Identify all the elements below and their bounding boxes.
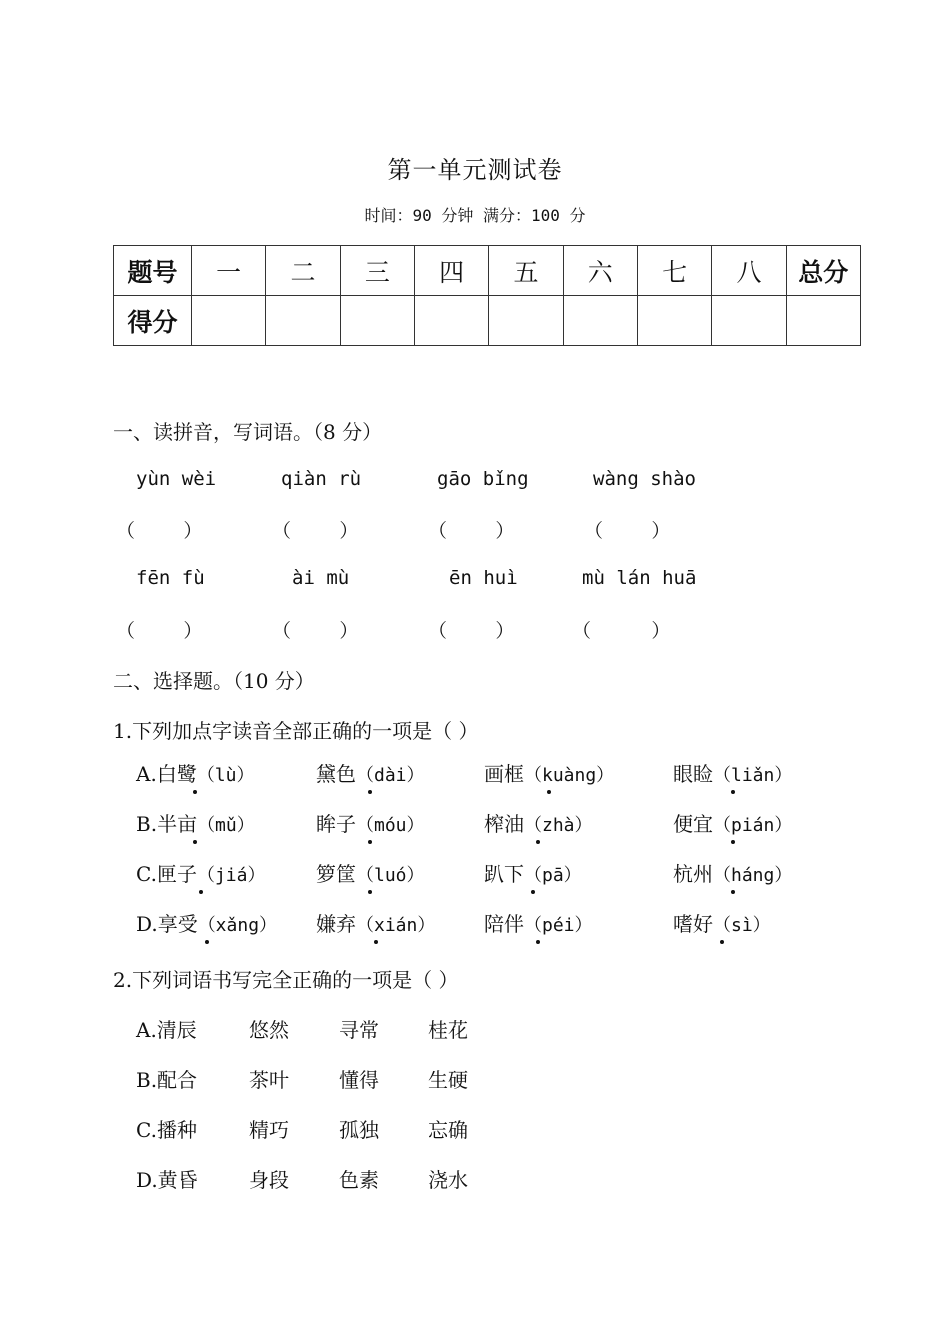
score-cell[interactable] <box>712 296 786 346</box>
option-text: 睑 <box>693 762 713 786</box>
exam-time-score: 时间：90 分钟 满分：100 分 <box>364 206 586 225</box>
option-word: 精巧 <box>249 1118 289 1142</box>
dotted-character: 亩 <box>177 812 198 836</box>
table-cell: 六 <box>563 246 637 296</box>
option-item <box>673 908 771 937</box>
dotted-character: 便 <box>673 812 693 836</box>
pinyin-item: fēn fù <box>136 567 205 589</box>
option-item <box>484 858 582 887</box>
pinyin-annotation: （zhà） <box>524 815 593 836</box>
table-cell: 七 <box>637 246 711 296</box>
answer-blank[interactable]: （ ） <box>272 620 359 642</box>
score-cell[interactable] <box>266 296 340 346</box>
dotted-character: 陪 <box>484 912 504 936</box>
option-text: 子 <box>336 812 356 836</box>
score-table-score-row <box>114 296 861 346</box>
pinyin-row-2 <box>0 567 950 597</box>
option-word: 懂得 <box>339 1068 379 1092</box>
answer-blanks-row-2 <box>0 616 950 646</box>
pinyin-annotation: （kuàng） <box>524 765 615 786</box>
table-cell: 二 <box>266 246 340 296</box>
option-text: 弃 <box>336 912 356 936</box>
option-item <box>673 808 792 837</box>
dotted-character: 黛 <box>316 762 336 786</box>
pinyin-item: ài mù <box>292 567 350 589</box>
option-text: 宜 <box>693 812 713 836</box>
pinyin-annotation: （xián） <box>356 915 436 936</box>
table-cell: 题号 <box>114 246 192 296</box>
table-cell: 五 <box>489 246 563 296</box>
pinyin-item: gāo bǐng <box>437 468 529 490</box>
dotted-character: 享 <box>157 912 178 936</box>
option-item <box>484 908 593 937</box>
pinyin-annotation: （lù） <box>196 765 255 786</box>
pinyin-annotation: （mǔ） <box>197 815 255 836</box>
answer-blank[interactable]: （ ） <box>572 620 671 642</box>
option-row[interactable] <box>0 1014 950 1046</box>
option-item <box>316 758 425 787</box>
pinyin-annotation: （jiá） <box>196 865 266 886</box>
option-text: 白 <box>156 762 177 786</box>
option-text: 伴 <box>504 912 524 936</box>
score-cell[interactable] <box>637 296 711 346</box>
option-text: 油 <box>504 812 524 836</box>
option-word: A.清辰 <box>136 1018 197 1042</box>
dotted-character: 杭 <box>673 862 693 886</box>
option-text: D. <box>136 912 158 936</box>
option-item <box>316 858 425 887</box>
option-word: 寻常 <box>339 1018 379 1042</box>
option-row[interactable] <box>0 1114 950 1146</box>
pinyin-annotation: （dài） <box>356 765 425 786</box>
option-word: 孤独 <box>339 1118 379 1142</box>
option-item <box>484 758 614 787</box>
pinyin-annotation: （péi） <box>524 915 593 936</box>
option-text: 下 <box>504 862 524 886</box>
option-word: 色素 <box>339 1168 379 1192</box>
option-text: 画 <box>484 762 504 786</box>
answer-blank[interactable]: （ ） <box>116 520 203 542</box>
score-cell[interactable] <box>489 296 563 346</box>
option-row[interactable] <box>0 858 950 890</box>
score-table-header-row <box>114 246 861 296</box>
option-item <box>484 808 593 837</box>
pinyin-item: mù lán huā <box>582 567 697 589</box>
option-text: B. <box>136 812 158 836</box>
pinyin-row-1 <box>0 468 950 498</box>
option-item <box>136 808 255 837</box>
dotted-character: 榨 <box>484 812 504 836</box>
page-title: 第一单元测试卷 <box>387 156 563 184</box>
option-text: C. <box>136 862 157 886</box>
option-word: C.播种 <box>136 1118 197 1142</box>
pinyin-annotation: （háng） <box>713 865 793 886</box>
table-cell: 一 <box>192 246 266 296</box>
dotted-character: 眼 <box>673 762 693 786</box>
score-cell[interactable] <box>340 296 414 346</box>
option-text: 色 <box>336 762 356 786</box>
dotted-character: 眸 <box>316 812 336 836</box>
dotted-character: 鹭 <box>176 762 197 786</box>
dotted-character: 嫌 <box>316 912 336 936</box>
pinyin-annotation: （pā） <box>524 865 582 886</box>
pinyin-annotation: （pián） <box>713 815 793 836</box>
option-row[interactable] <box>0 1064 950 1096</box>
answer-blank[interactable]: （ ） <box>428 520 515 542</box>
table-cell: 总分 <box>786 246 860 296</box>
option-word: 桂花 <box>428 1018 468 1042</box>
option-word: 忘确 <box>428 1118 468 1142</box>
answer-blank[interactable]: （ ） <box>116 620 203 642</box>
answer-blank[interactable]: （ ） <box>584 520 671 542</box>
dotted-character: 匣 <box>156 862 177 886</box>
option-word: 悠然 <box>249 1018 289 1042</box>
option-word: 生硬 <box>428 1068 468 1092</box>
answer-blanks-row-1 <box>0 516 950 546</box>
option-item <box>136 758 255 787</box>
table-cell: 八 <box>712 246 786 296</box>
dotted-character: 箩 <box>316 862 336 886</box>
score-cell[interactable] <box>192 296 266 346</box>
section-2-heading: 二、选择题。（10 分） <box>113 669 315 693</box>
option-word: 茶叶 <box>249 1068 289 1092</box>
pinyin-item: wàng shào <box>593 468 696 490</box>
option-row[interactable] <box>0 908 950 940</box>
dotted-character: 趴 <box>484 862 504 886</box>
option-item <box>316 808 425 837</box>
option-item <box>316 908 435 937</box>
section-1-heading: 一、读拼音，写词语。（8 分） <box>113 420 383 444</box>
pinyin-annotation: （móu） <box>356 815 425 836</box>
option-text: 好 <box>693 912 713 936</box>
option-row[interactable] <box>0 758 950 790</box>
question-2-stem: 2.下列词语书写完全正确的一项是（ ） <box>113 968 459 992</box>
option-word: 浇水 <box>428 1168 468 1192</box>
option-item <box>136 908 277 937</box>
option-item <box>673 758 792 787</box>
pinyin-item: qiàn rù <box>281 468 362 490</box>
answer-blank[interactable]: （ ） <box>272 520 359 542</box>
option-text: 州 <box>693 862 713 886</box>
option-word: B.配合 <box>136 1068 198 1092</box>
table-cell: 三 <box>340 246 414 296</box>
dotted-character: 框 <box>504 762 524 786</box>
score-table <box>113 245 861 346</box>
score-cell[interactable] <box>563 296 637 346</box>
option-item <box>136 858 265 887</box>
pinyin-item: ēn huì <box>449 567 518 589</box>
answer-blank[interactable]: （ ） <box>428 620 515 642</box>
dotted-character: 嗜 <box>673 912 693 936</box>
table-cell: 得分 <box>114 296 192 346</box>
pinyin-annotation: （liǎn） <box>713 765 793 786</box>
option-row[interactable] <box>0 1164 950 1196</box>
table-cell: 四 <box>414 246 488 296</box>
score-cell[interactable] <box>414 296 488 346</box>
option-row[interactable] <box>0 808 950 840</box>
pinyin-annotation: （xǎng） <box>197 915 278 936</box>
option-word: 身段 <box>249 1168 289 1192</box>
option-item <box>673 858 792 887</box>
option-text: 受 <box>177 912 198 936</box>
score-cell[interactable] <box>786 296 860 346</box>
option-text: 半 <box>157 812 178 836</box>
question-1-stem: 1.下列加点字读音全部正确的一项是（ ） <box>113 719 479 743</box>
pinyin-annotation: （luó） <box>356 865 425 886</box>
option-word: D.黄昏 <box>136 1168 198 1192</box>
option-text: A. <box>136 762 157 786</box>
option-text: 筐 <box>336 862 356 886</box>
pinyin-annotation: （sì） <box>713 915 771 936</box>
pinyin-item: yùn wèi <box>136 468 217 490</box>
option-text: 子 <box>176 862 197 886</box>
